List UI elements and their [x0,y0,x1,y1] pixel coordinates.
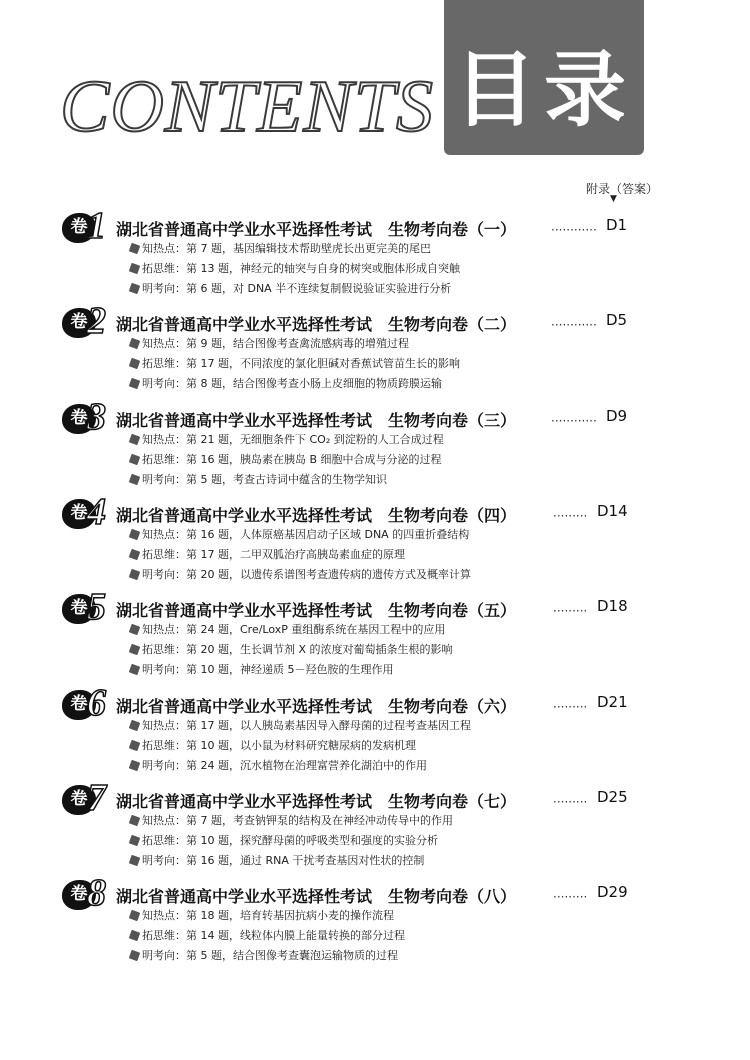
dot-leader: ············ [551,413,597,428]
leaf-bullet-icon [129,759,141,771]
volume-badge [62,300,112,343]
badge-char: 卷 [70,502,88,523]
entry-subline [130,355,460,371]
appendix-label: 附录（答案） [586,182,659,196]
page-number[interactable]: D21 [597,692,628,711]
toc-entry[interactable] [0,776,750,874]
subline-text: 明考向：第 6 题，对 DNA 半不连续复制假说验证实验进行分析 [142,282,452,295]
leaf-bullet-icon [129,624,141,636]
badge-char: 卷 [70,693,88,714]
leaf-bullet-icon [129,930,141,942]
entry-subline [130,280,451,296]
subline-text: 拓思维：第 10 题，以小鼠为材料研究糖尿病的发病机理 [142,738,416,752]
leaf-bullet-icon [129,815,141,827]
badge-number: 2 [87,300,106,343]
leaf-bullet-icon [129,739,141,751]
entry-subline [130,335,409,351]
badge-char: 卷 [70,788,88,809]
badge-char: 卷 [70,217,88,237]
leaf-bullet-icon [129,835,141,847]
page-title: 目录 [453,43,634,138]
toc-entry[interactable] [0,681,750,779]
subline-text: 知热点：第 16 题，人体原癌基因启动子区域 DNA 的四重折叠结构 [142,527,470,541]
leaf-bullet-icon [129,473,141,485]
dot-leader: ········· [553,794,588,809]
volume-badge [62,872,112,915]
volume-badge [62,490,112,533]
entry-subline [130,375,442,391]
entry-title[interactable]: 湖北省普通高中学业水平选择性考试 生物考向卷（二） [116,315,517,335]
entry-subline [130,431,444,447]
subline-text: 知热点：第 24 题，Cre/LoxP 重组酶系统在基因工程中的应用 [142,623,446,637]
dot-leader: ············ [551,223,597,237]
toc-entry[interactable] [0,302,750,397]
entry-subline [130,526,469,542]
badge-number: 7 [87,776,106,819]
entry-title[interactable]: 湖北省普通高中学业水平选择性考试 生物考向卷（八） [116,887,517,907]
entry-subline [130,471,387,487]
subline-text: 明考向：第 20 题，以遗传系谱图考查遗传病的遗传方式及概率计算 [142,567,471,581]
dot-leader: ········· [553,604,588,619]
subline-text: 明考向：第 5 题，考查古诗词中蕴含的生物学知识 [142,472,387,486]
leaf-bullet-icon [129,378,141,390]
page-number[interactable]: D25 [597,787,628,806]
dot-leader: ············ [551,318,597,333]
subline-text: 知热点：第 7 题，考查钠钾泵的结构及在神经冲动传导中的作用 [142,813,453,827]
badge-char: 卷 [70,312,88,333]
toc-entry[interactable] [0,588,750,683]
badge-number: 6 [87,681,106,724]
leaf-bullet-icon [129,719,141,731]
entry-subline [130,927,405,943]
subline-text: 明考向：第 10 题，神经递质 5－羟色胺的生理作用 [142,663,394,677]
appendix-arrow-icon: ▼ [610,194,617,204]
entry-subline [130,852,424,868]
badge-number: 3 [87,395,106,438]
badge-number: 5 [87,586,106,629]
subline-text: 知热点：第 17 题，以人胰岛素基因导入酵母菌的过程考查基因工程 [142,718,471,732]
leaf-bullet-icon [129,529,141,541]
leaf-bullet-icon [129,644,141,656]
entry-subline [130,566,471,582]
leaf-bullet-icon [129,549,141,561]
entry-title[interactable]: 湖北省普通高中学业水平选择性考试 生物考向卷（五） [116,601,517,621]
subline-text: 拓思维：第 17 题，不同浓度的氯化胆碱对香蕉试管苗生长的影响 [142,357,460,371]
badge-char: 卷 [70,884,88,905]
entry-subline [130,451,442,467]
page-number[interactable]: D14 [597,501,628,520]
volume-badge [62,395,112,438]
entry-title[interactable]: 湖北省普通高中学业水平选择性考试 生物考向卷（四） [116,505,517,525]
badge-char: 卷 [70,407,88,428]
page-number[interactable]: D9 [606,406,628,425]
dot-leader: ········· [553,890,588,905]
contents-heading: CONTENTS [60,66,435,148]
subline-text: 拓思维：第 17 题，二甲双胍治疗高胰岛素血症的原理 [142,547,405,561]
volume-badge [62,205,112,247]
leaf-bullet-icon [129,950,141,962]
entry-subline [130,717,471,733]
leaf-bullet-icon [129,855,141,867]
entry-title[interactable]: 湖北省普通高中学业水平选择性考试 生物考向卷（六） [116,696,517,716]
toc-entry[interactable] [0,490,750,588]
leaf-bullet-icon [129,453,141,465]
toc-entry[interactable] [0,395,750,493]
subline-text: 知热点：第 7 题，基因编辑技术帮助壁虎长出更完美的尾巴 [142,242,431,255]
page-number[interactable]: D5 [606,311,628,330]
entry-subline [130,947,398,963]
badge-char: 卷 [70,598,88,619]
toc-entry[interactable] [0,207,750,302]
page-number[interactable]: D29 [597,883,628,902]
subline-text: 明考向：第 24 题，沉水植物在治理富营养化湖泊中的作用 [142,758,427,772]
volume-badge [62,586,112,629]
entry-subline [130,907,394,923]
subline-text: 明考向：第 16 题，通过 RNA 干扰考查基因对性状的控制 [142,853,425,867]
entry-subline [130,737,416,753]
leaf-bullet-icon [129,433,141,445]
subline-text: 拓思维：第 14 题，线粒体内膜上能量转换的部分过程 [142,929,405,943]
subline-text: 明考向：第 8 题，结合图像考查小肠上皮细胞的物质跨膜运输 [142,377,442,391]
leaf-bullet-icon [129,569,141,581]
subline-text: 拓思维：第 20 题，生长调节剂 X 的浓度对葡萄插条生根的影响 [142,643,453,657]
entry-subline [130,641,453,657]
page-number[interactable]: D18 [597,597,628,616]
entry-subline [130,240,431,256]
entry-subline [130,757,427,773]
subline-text: 拓思维：第 13 题，神经元的轴突与自身的树突或胞体形成自突触 [142,262,460,275]
leaf-bullet-icon [129,283,141,295]
entry-subline [130,621,445,637]
badge-number: 4 [87,490,106,533]
leaf-bullet-icon [129,243,141,255]
entry-title[interactable]: 湖北省普通高中学业水平选择性考试 生物考向卷（三） [116,410,517,430]
dot-leader: ········· [553,699,588,714]
subline-text: 拓思维：第 10 题，探究酵母菌的呼吸类型和强度的实验分析 [142,833,438,847]
entry-subline [130,546,405,562]
entry-subline [130,661,393,677]
leaf-bullet-icon [129,263,141,275]
volume-badge [62,776,112,819]
subline-text: 拓思维：第 16 题，胰岛素在胰岛 B 细胞中合成与分泌的过程 [142,452,442,466]
subline-text: 明考向：第 5 题，结合图像考查囊泡运输物质的过程 [142,949,398,963]
dot-leader: ········· [553,508,588,523]
badge-number: 1 [87,205,106,247]
entry-title[interactable]: 湖北省普通高中学业水平选择性考试 生物考向卷（七） [116,791,517,811]
title-box [444,0,644,155]
entry-subline [130,812,453,828]
entry-subline [130,832,438,848]
subline-text: 知热点：第 18 题，培育转基因抗病小麦的操作流程 [142,909,394,923]
page-number[interactable]: D1 [606,216,628,234]
leaf-bullet-icon [129,358,141,370]
subline-text: 知热点：第 21 题，无细胞条件下 CO₂ 到淀粉的人工合成过程 [142,432,444,446]
subline-text: 知热点：第 9 题，结合图像考查禽流感病毒的增殖过程 [142,337,409,351]
entry-title[interactable]: 湖北省普通高中学业水平选择性考试 生物考向卷（一） [116,220,517,239]
badge-number: 8 [87,872,106,915]
leaf-bullet-icon [129,664,141,676]
entry-subline [130,260,460,276]
leaf-bullet-icon [129,338,141,350]
toc-entry[interactable] [0,874,750,969]
leaf-bullet-icon [129,910,141,922]
volume-badge [62,681,112,724]
